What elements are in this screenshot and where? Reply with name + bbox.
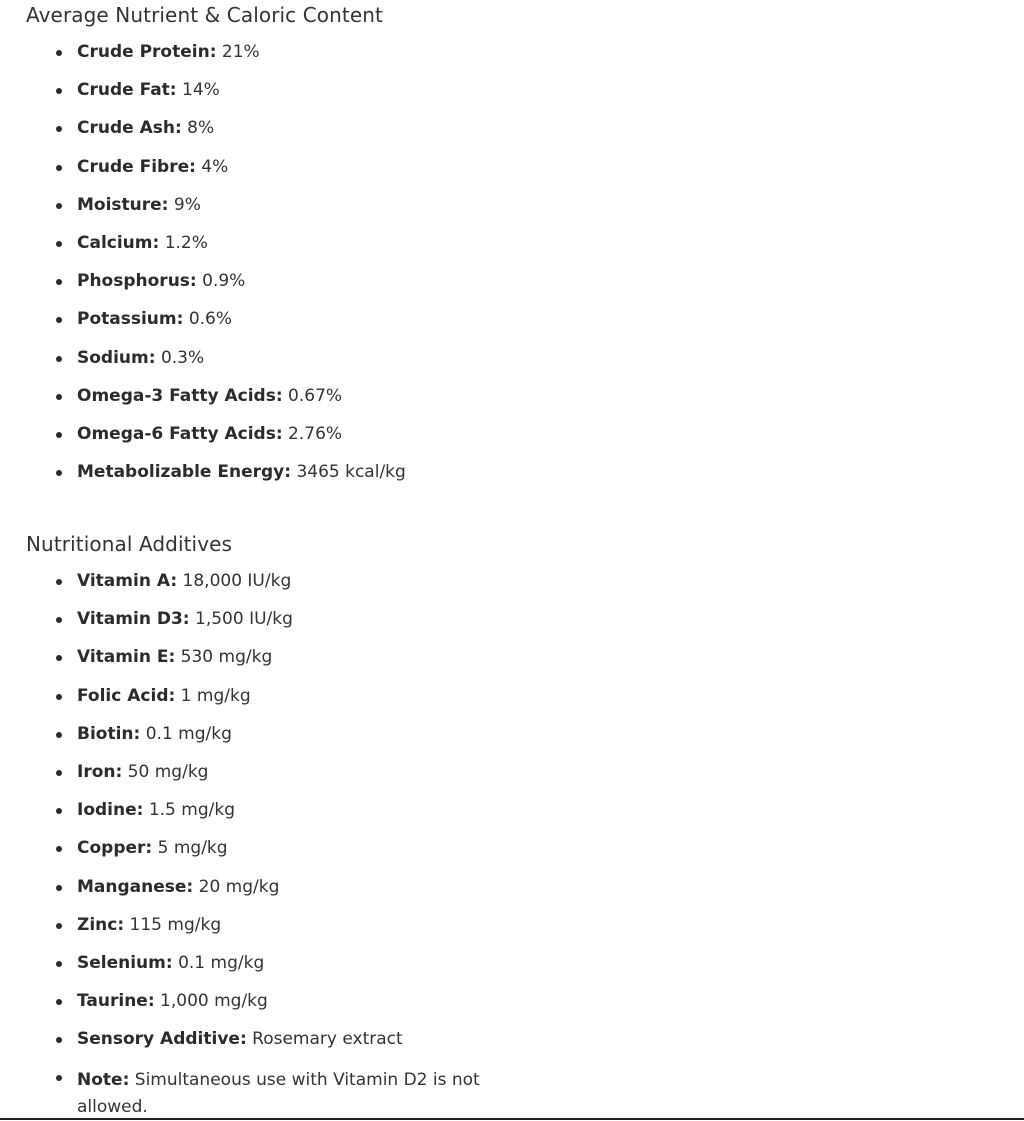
bullet-icon [56,999,62,1005]
bullet-icon [56,846,62,852]
list-item [0,639,520,677]
list-item [0,378,520,416]
nutrient-value: 0.1 mg/kg [140,723,232,744]
bullet-icon [56,394,62,400]
list-item [0,983,520,1021]
nutrient-value: 0.67% [282,385,343,406]
list-item-text [77,762,208,783]
list-item-text [77,386,342,407]
nutrient-label: Phosphorus: [77,271,197,292]
bullet-icon [56,732,62,738]
list-item [0,301,520,339]
list-item-text [77,800,235,821]
nutrient-label: Folic Acid: [77,685,176,706]
list-item-text [77,424,342,445]
nutrient-value: 115 mg/kg [124,914,222,935]
list-item [0,716,520,754]
nutrient-label: Iodine: [77,800,144,821]
bullet-icon [56,694,62,700]
list-item [0,454,520,492]
bullet-icon [56,1037,62,1043]
list-item [0,678,520,716]
list-item-text [77,724,232,745]
list-item-text [77,953,264,974]
bullet-icon [56,88,62,94]
nutrient-label: Sodium: [77,347,156,368]
list-item [0,869,520,907]
nutrient-label: Omega-6 Fatty Acids: [77,423,283,444]
nutrient-label: Metabolizable Energy: [77,462,292,483]
bullet-icon [56,241,62,247]
nutrient-content-list [0,34,520,492]
nutrient-value: 2.76% [282,423,343,444]
nutrient-label: Vitamin A: [77,571,178,591]
nutrient-label: Moisture: [77,194,169,215]
list-item-text [77,195,201,216]
bottom-divider [0,1118,1024,1120]
nutrient-value: Simultaneous use with Vitamin D2 is not allowed. [77,1070,480,1118]
bullet-icon [56,279,62,285]
nutrient-label: Crude Fat: [77,80,177,101]
list-item-text [77,877,279,898]
bullet-icon [56,126,62,132]
list-item [0,945,520,983]
nutrient-value: 0.9% [196,271,246,292]
nutrient-value: 530 mg/kg [175,647,273,668]
bullet-icon [56,1075,62,1081]
list-item [0,416,520,454]
list-item [0,907,520,945]
list-item [0,263,520,301]
list-item-text [77,118,214,139]
note-list-item [0,1059,520,1119]
list-item-text [77,571,291,592]
list-item-text [77,609,293,630]
nutrient-value: 3465 kcal/kg [291,462,406,483]
nutrient-label: Taurine: [77,991,155,1012]
nutrient-label: Vitamin D3: [77,609,190,630]
list-item [0,754,520,792]
nutritional-additives-list [0,563,520,1119]
list-item-text [77,233,208,254]
bullet-icon [56,885,62,891]
list-item [0,1021,520,1059]
list-item [0,34,520,72]
bullet-icon [56,655,62,661]
section-heading-nutritional-additives: Nutritional Additives [26,532,233,556]
list-item [0,72,520,110]
list-item-text [77,462,406,483]
nutrient-value: 21% [216,42,260,62]
nutrient-value: 8% [181,118,215,139]
nutrient-value: 18,000 IU/kg [177,571,292,591]
nutrient-label: Omega-3 Fatty Acids: [77,385,283,406]
list-item [0,225,520,263]
section-heading-nutrient-content: Average Nutrient & Caloric Content [26,3,383,27]
list-item-text [77,915,221,936]
nutrient-value: 1.2% [159,232,208,253]
bullet-icon [56,808,62,814]
list-item-text [77,647,272,668]
nutrient-label: Note: [77,1070,130,1091]
list-item-text [77,838,228,859]
list-item-text [77,309,232,330]
bullet-icon [56,317,62,323]
list-item-text [77,348,204,369]
nutrient-label: Sensory Additive: [77,1029,247,1050]
list-item [0,149,520,187]
list-item [0,563,520,601]
list-item-text [77,42,260,63]
nutrient-label: Vitamin E: [77,647,176,668]
list-item [0,187,520,225]
nutrient-label: Selenium: [77,952,173,973]
nutrient-value: 0.6% [183,309,233,330]
list-item-text [77,1067,517,1121]
bullet-icon [56,770,62,776]
nutrient-label: Zinc: [77,914,125,935]
nutrient-value: 0.3% [155,347,205,368]
nutrient-value: 9% [168,194,201,215]
bullet-icon [56,203,62,209]
list-item [0,792,520,830]
nutrient-label: Manganese: [77,876,194,897]
nutrient-value: 5 mg/kg [152,838,228,859]
nutrient-value: 1,500 IU/kg [189,609,293,630]
nutrient-value: 1 mg/kg [175,685,251,706]
nutrient-value: 1,000 mg/kg [154,991,268,1012]
list-item-text [77,1029,403,1050]
nutrient-value: Rosemary extract [246,1029,403,1050]
list-item-text [77,991,268,1012]
bullet-icon [56,470,62,476]
nutrient-value: 1.5 mg/kg [143,800,235,821]
nutrient-value: 20 mg/kg [193,876,280,897]
nutrient-value: 50 mg/kg [122,761,209,782]
nutrient-value: 4% [195,156,229,177]
list-item [0,601,520,639]
bullet-icon [56,961,62,967]
list-item [0,110,520,148]
list-item-text [77,686,251,707]
bullet-icon [56,432,62,438]
bullet-icon [56,617,62,623]
bullet-icon [56,356,62,362]
list-item [0,340,520,378]
nutrient-label: Biotin: [77,723,141,744]
nutrient-label: Crude Protein: [77,42,217,62]
nutrient-label: Iron: [77,761,123,782]
nutrient-value: 14% [176,80,220,101]
bullet-icon [56,50,62,56]
list-item-text [77,157,228,178]
list-item-text [77,80,220,101]
nutrient-label: Copper: [77,838,153,859]
bullet-icon [56,923,62,929]
list-item-text [77,271,245,292]
nutrient-label: Calcium: [77,232,160,253]
nutrient-label: Crude Ash: [77,118,182,139]
list-item [0,830,520,868]
nutrient-label: Crude Fibre: [77,156,196,177]
bullet-icon [56,579,62,585]
bullet-icon [56,165,62,171]
nutrient-label: Potassium: [77,309,184,330]
nutrient-value: 0.1 mg/kg [172,952,265,973]
